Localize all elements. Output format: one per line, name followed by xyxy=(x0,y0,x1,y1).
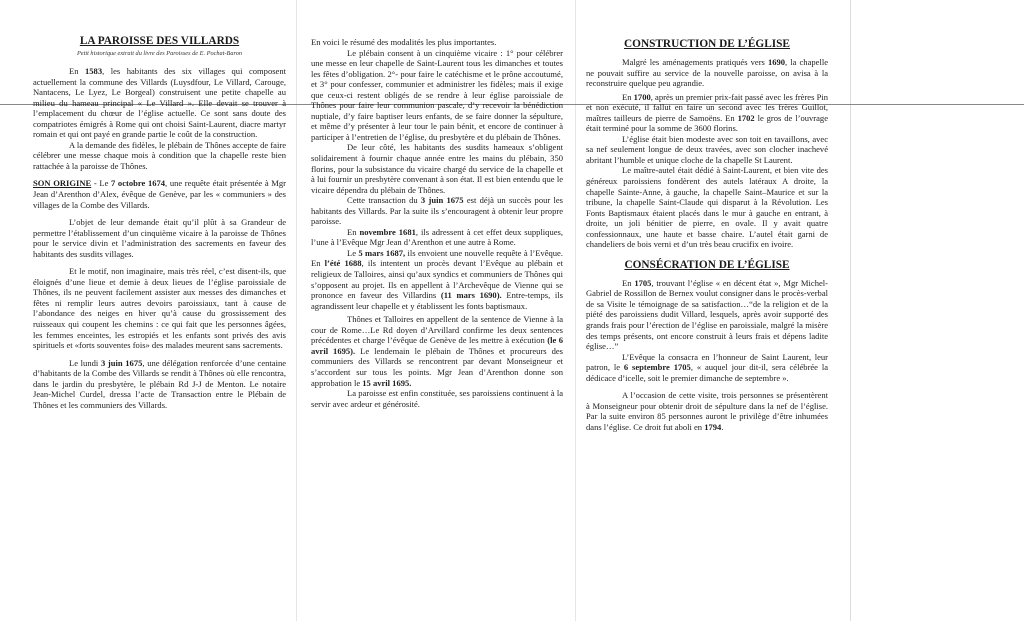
page-edge xyxy=(850,0,851,621)
text-run: , une requête était présentée à Mgr Jean d’Arenthon d’Alex, évêque de Genève, par les « communiers » des villages de la Combe des Villards. xyxy=(33,178,287,210)
paragraph: A la demande des fidèles, le plébain de Thônes accepte de faire célébrer une messe chaque mois à condition que la chapelle reste bien rattachée à la paroisse de Thônes. xyxy=(33,139,286,171)
paragraph: Le plébain consent à un cinquième vicaire : 1° pour célébrer une messe en leur chapelle de Saint-Laurent tous les dimanches et toutes les fêtes d’obligation. 2°- pour faire le catéchisme et le prône accoutumé, et 3° pour confesser, communier et administrer les fidèles; mais il exige que ceux-ci restent obligés de se rendre à leur église paroissiale de Thônes pour faire leur communion pascale, d’y recevoir la bénédiction nuptiale, d’y faire baptiser leurs enfants, de se faire donner la sépulture, et même d’y présenter à leur tour le pain bénit, et encore de continuer à participer à l’entretien de l’église, du presbytère et du plébain de Thônes. xyxy=(311,47,563,142)
paragraph xyxy=(586,352,828,384)
paragraph-origin xyxy=(33,178,286,210)
text-run: , les habitants des six villages qui composent actuellement la commune des Villards (Luysdfour, Le Villard, Carouge, Nantacens, Le Lyez, Le Borgeal) construisent une petite chapelle au milieu du hameau principal « Le Villard ». Elle devait se trouver à l’emplacement du chœur de l’église actuelle. Ce sont sans doute des compatriotes émigrés à Rome qui ont choisi Saint-Laurent, diacre martyr romain et qui ont payé en grande partie le coût de la construction. xyxy=(33,66,286,140)
paragraph xyxy=(311,227,563,248)
text-run: , « auquel jour dit-il, sera célébrée la dédicace d’icelle, soit le premier dimanche de septembre ». xyxy=(586,362,829,383)
bold-text: 1705 xyxy=(634,277,652,288)
bold-text: (le 6 avril 1695). xyxy=(311,335,563,356)
paragraph xyxy=(586,57,828,89)
text-run: En xyxy=(347,226,360,237)
section-heading-origin: SON ORIGINE xyxy=(33,178,92,189)
text-run: ils envoient une nouvelle requête à l’Evêque. En xyxy=(311,247,563,269)
bold-text: 6 septembre 1705 xyxy=(623,362,691,373)
bold-text: (11 mars 1690). xyxy=(440,290,502,301)
bold-text: 1794 xyxy=(704,421,722,432)
text-run: En xyxy=(622,91,634,102)
section-heading-construction: CONSTRUCTION DE L’ÉGLISE xyxy=(624,38,790,50)
text-run: . xyxy=(721,421,724,432)
fold-line-right xyxy=(575,0,576,621)
text-run: Le lendemain le plébain de Thônes et procureurs des communiers des Villards se rencontrent par devant Monseigneur et s’accordent sur tous les points. Mgr Jean d’Arenthon donne son approbation le xyxy=(311,345,563,388)
paragraph xyxy=(586,390,828,432)
text-run: , après un premier prix-fait passé avec les frères Pin et non exécuté, il fallut en faire un second avec les frères Guillot, maîtres tailleurs de pierre de Samoëns. En xyxy=(586,91,828,123)
paragraph: L’église était bien modeste avec son toit en tavaillons, avec sa nef seulement longue de deux travées, avec son clocher inachevé abritant l’humble et unique cloche de la chapelle St Laurent. xyxy=(586,133,828,165)
text-run: Cette transaction du xyxy=(347,195,421,206)
text-run: Le lundi xyxy=(69,357,101,368)
bold-text: 15 avril 1695. xyxy=(362,377,412,388)
text-run: Malgré les aménagements pratiqués vers xyxy=(622,57,768,67)
text-run: A l’occasion de cette visite, trois personnes se présentèrent à Monseigneur pour obtenir droit de sépulture dans la nef de l’église. Par la suite environ 85 personnes auront le privilège d’être inhumées dans l’église. Ce droit fut aboli en xyxy=(586,390,828,432)
text-run: , ils adressent à cet effet deux suppliques, l’une à l’Evêque Mgr Jean d’Arenthon et une autre à Rome. xyxy=(311,226,563,248)
text-run: , trouvant l’église « en décent état », Mgr Michel-Gabriel de Rossillon de Bernex voulut consigner dans le procès-verbal de sa Visite le témoignage de sa satisfaction…“de la religion et de la piété des paroissiens dudit Villard, lesquels, après avoir supporté des grands frais pour l’érection de l’église en paroissiale, malgré la misère des temps présents, ont encore construit à leurs frais et dépens ladite église…” xyxy=(586,277,828,352)
paragraph xyxy=(33,358,286,411)
section-heading-consecration: CONSÉCRATION DE L’ÉGLISE xyxy=(624,258,790,271)
column-right xyxy=(586,37,828,433)
paragraph: De leur côté, les habitants des susdits hameaux s’obligent solidairement à fournir chaque année entre les mains du plébain, 350 florins, pour la subsistance du vicaire chargé du service de la chapelle et à lui fournir un presbytère convenant à son état. Il est bien entendu que le vicaire dépendra du plébain de Thônes. xyxy=(311,142,563,195)
bold-text: 1700 xyxy=(633,91,651,102)
bold-text: 1690 xyxy=(767,57,786,67)
column-middle xyxy=(311,37,563,409)
fold-line-left xyxy=(296,0,297,621)
bold-text: novembre 1681 xyxy=(359,226,416,237)
text-run: Thônes et Talloires en appellent de la sentence de Vienne à la cour de Rome…Le Rd doyen d’Arvillard confirme les deux sentences précédentes et charge l’évêque de Genève de les mettre à exécution xyxy=(311,314,563,346)
text-run: - Le xyxy=(91,178,112,189)
text-run: Entre-temps, ils agrandissent leur chapelle et y établissent les fonts baptismaux. xyxy=(311,290,563,311)
paragraph: Le maître-autel était dédié à Saint-Laurent, et bien vite des généreux paroissiens fondèrent des autels latéraux A droite, la chapelle Sainte-Anne, à gauche, la chapelle Saint–Maurice et sur la tribune, la chapelle Saint-Claude qui disparut à la Révolution. Les Fonts Baptismaux étaient placés dans le mur à gauche en entrant, à droite, un joli bénitier de pierre, en ovale. Il y avait quatre confessionnaux, une haute et basse chaire. L’autel était garni de chandeliers de bois verni et d’un très beau crucifix en ivoire. xyxy=(586,165,828,250)
bold-text: 1702 xyxy=(737,112,755,123)
document-title: LA PAROISSE DES VILLARDS xyxy=(79,35,240,47)
document-subtitle: Petit historique extrait du livre des Paroisses de E. Pochat-Baron xyxy=(76,50,243,57)
paragraph: Et le motif, non imaginaire, mais très réel, c’est disent-ils, que éloignés d’une lieue et demie à deux lieues de l’église paroissiale de Thônes, ils ne peuvent facilement assister aux messes des dimanches et fêtes ni remplir leurs autres devoirs paroissiaux, tant à cause de l’abondance des neiges en hiver qu’à cause du grossissement des ruisseaux qui coupent les chemins : ce qui fait que les personnes âgées, les femmes enceintes, les estropiés et les enfants sont privés des avis spirituels et «forts souventes fois» des malades meurent sans sacrements. xyxy=(33,266,286,351)
text-run: , la chapelle ne pouvait suffire au service de la nouvelle paroisse, on avisa à la reconstruire quelque peu agrandie. xyxy=(586,57,828,89)
paragraph xyxy=(586,92,828,134)
text-run: , une délégation renforcée d’une centaine d’habitants de la Combe des Villards se rendit à Thônes où elle rencontra, dans le jardin du presbytère, le plébain Rd J-J de Menton. Le notaire Jean-Michel Curdel, dressa l’acte de Transaction entre le Plébain de Thônes et les communiers des Villards. xyxy=(33,357,287,410)
text-run: En xyxy=(622,277,635,288)
paragraph: L’objet de leur demande était qu’il plût à sa Grandeur de permettre l’établissement d’un cinquième vicaire à la paroisse de Thônes pour le service divin et l’administration des sacrements en faveur des habitants des susdits villages. xyxy=(33,217,286,259)
text-run: est déjà un succès pour les habitants des Villards. Par la suite ils s’encouragent à obtenir leur propre paroisse. xyxy=(311,195,563,227)
text-run: En xyxy=(69,66,85,76)
bold-text: 3 juin 1675 xyxy=(420,195,464,206)
column-left xyxy=(33,34,286,410)
bold-text: 7 octobre 1674 xyxy=(111,178,166,189)
paragraph xyxy=(311,195,563,227)
paragraph xyxy=(586,278,828,352)
bold-text: 5 mars 1687, xyxy=(358,247,406,258)
text-run: L’Evêque la consacra en l’honneur de Saint Laurent, leur patron, le xyxy=(586,351,828,373)
paragraph: La paroisse est enfin constituée, ses paroissiens continuent à la servir avec ardeur et générosité. xyxy=(311,388,563,409)
bold-text: 1583 xyxy=(85,66,103,76)
paragraph xyxy=(33,66,286,140)
bold-text: l’été 1688 xyxy=(324,258,362,269)
text-run: le gros de l’ouvrage était terminé pour la somme de 3600 florins. xyxy=(586,112,828,134)
paragraph xyxy=(311,314,563,388)
text-run: Le xyxy=(347,247,359,258)
bold-text: 3 juin 1675 xyxy=(100,357,143,368)
text-run: , ils intentent un procès devant l’Evêque au plébain et religieux de Talloires, ainsi qu’aux syndics et communiers de Thônes qui s’opposent au projet. Ils en appellent à l’Archevêque de Vienne qui se prononce en faveur des Villardins xyxy=(311,258,563,301)
paragraph: En voici le résumé des modalités les plus importantes. xyxy=(311,37,497,47)
paragraph xyxy=(311,248,563,311)
